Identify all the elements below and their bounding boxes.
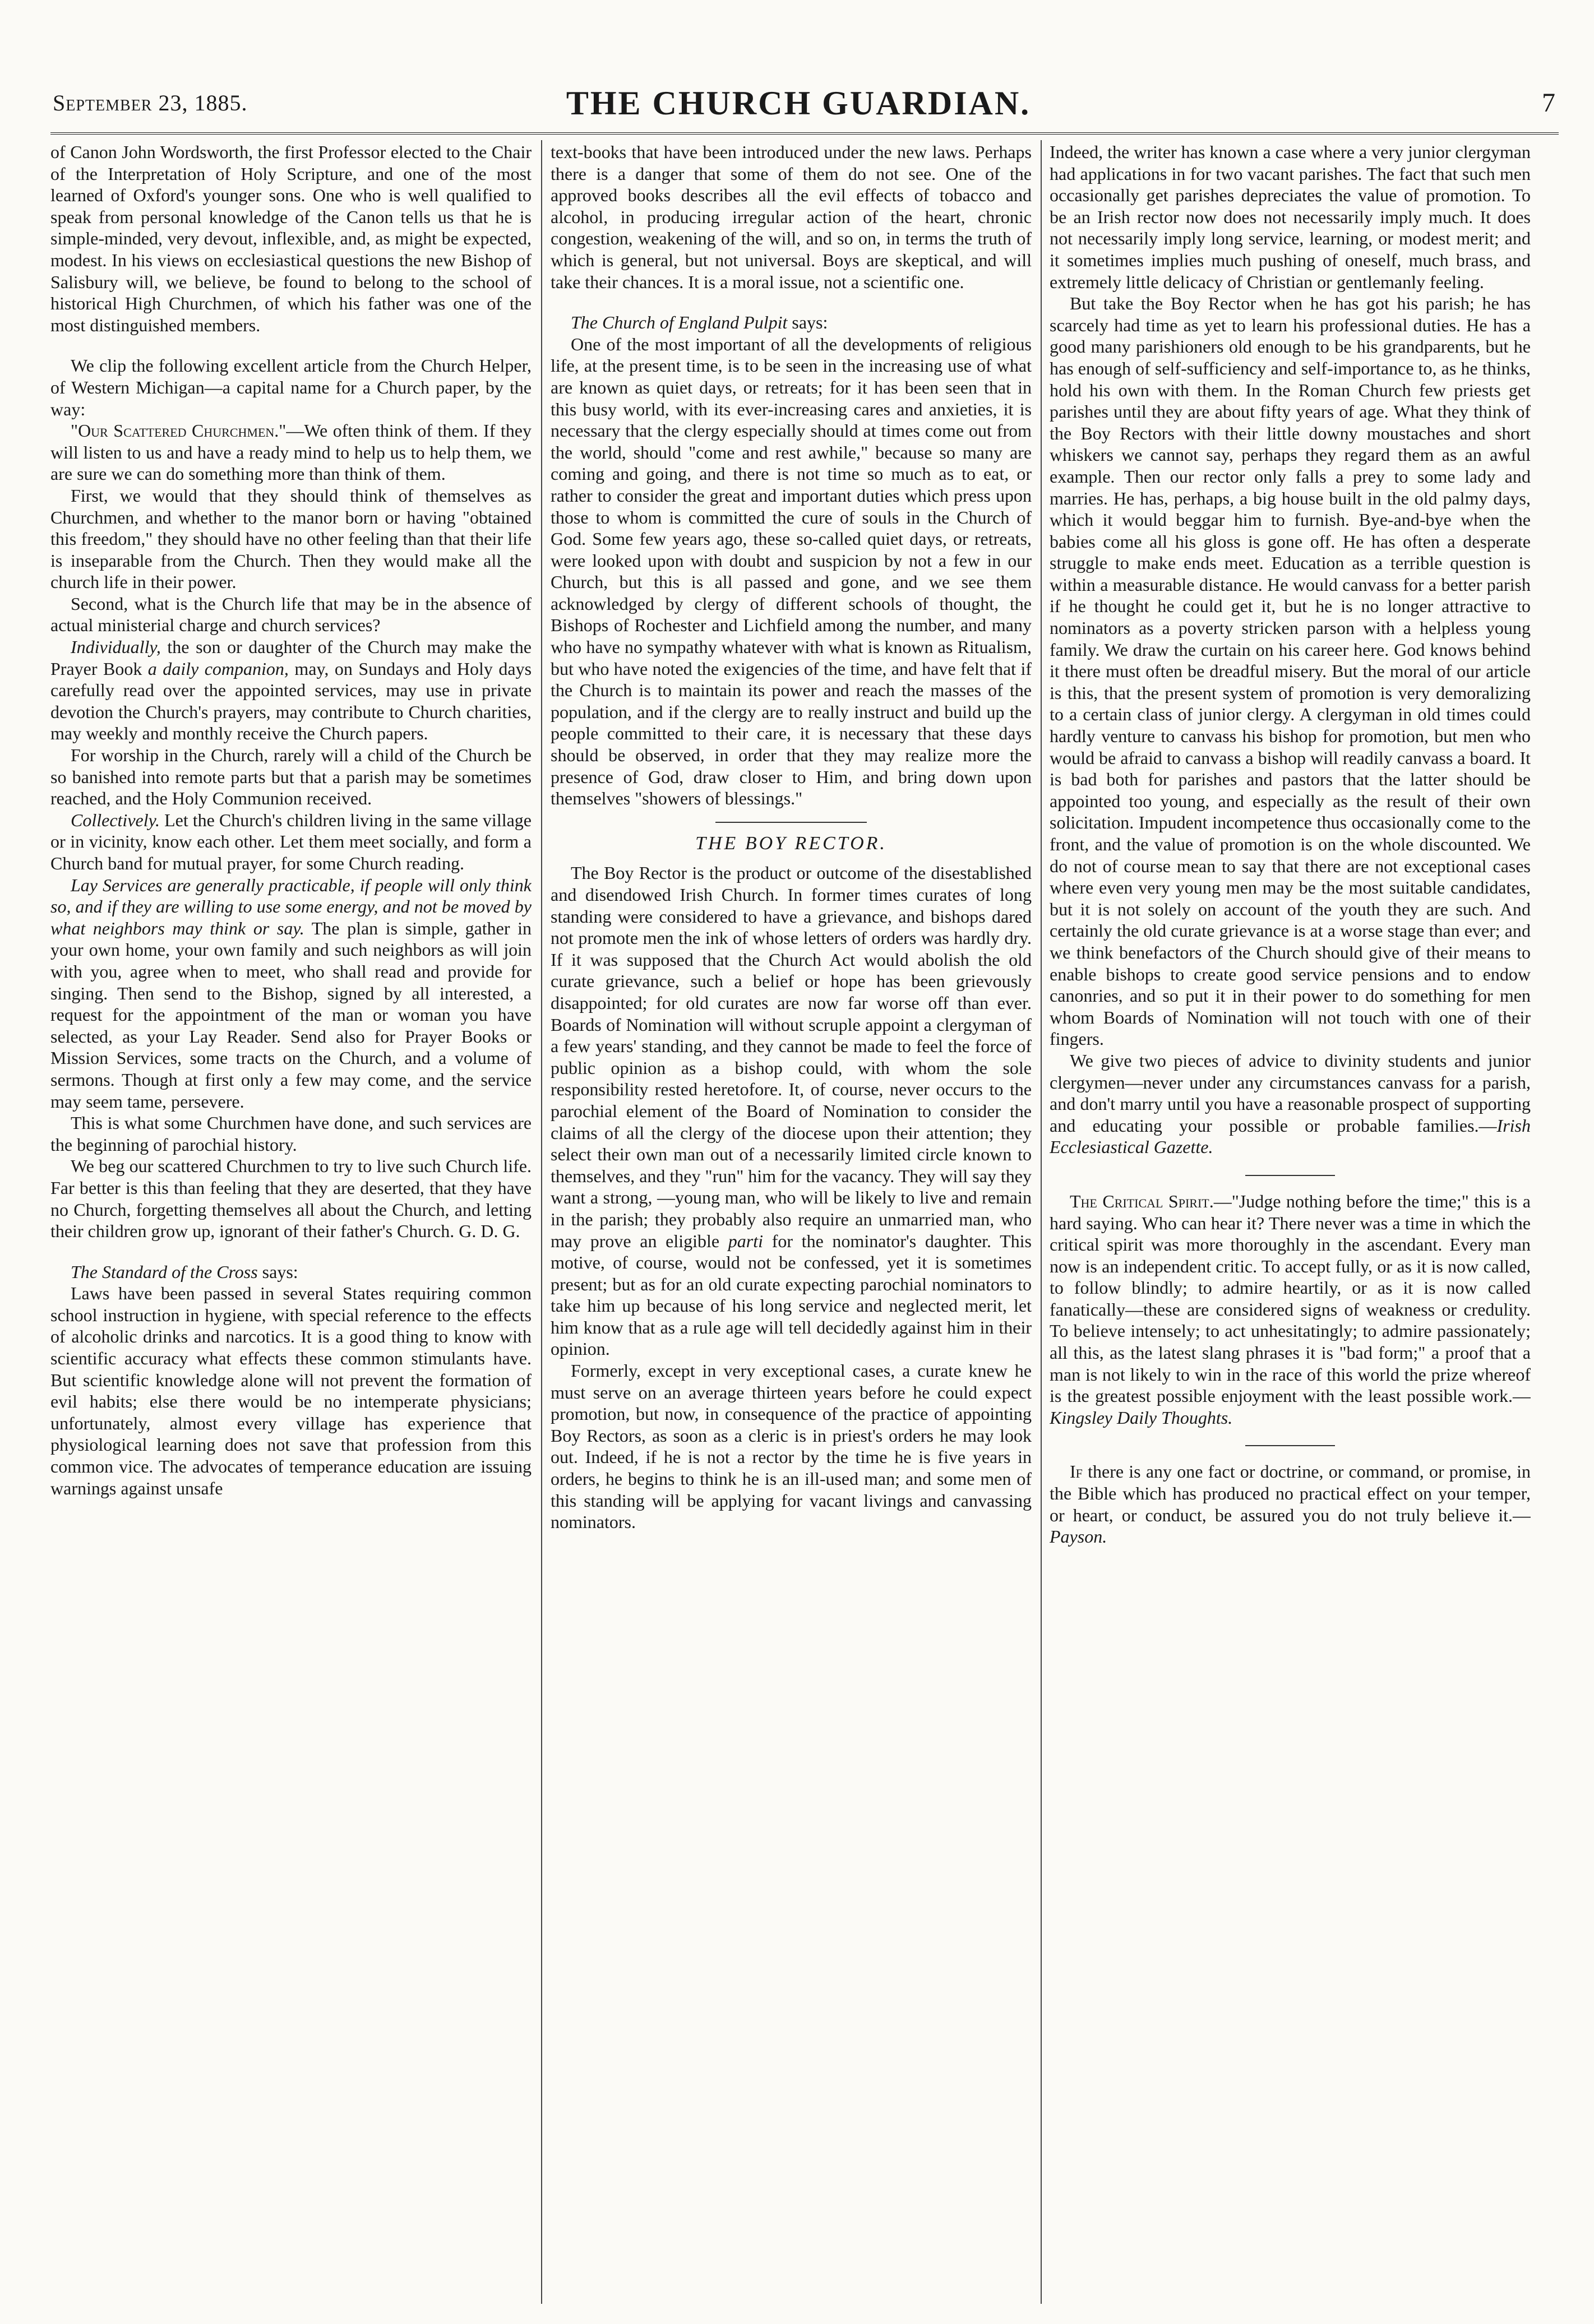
section-rule — [715, 822, 867, 823]
column-1 — [50, 141, 532, 2305]
first-paragraph: First, we would that they should think of themselves as Churchmen, and whether to the manor born or having "obtained this freedom," they should have no other feeling than that their life is inseparable from the Church. Then they would make all the church life in their power. — [50, 485, 532, 592]
signature: G. D. G. — [459, 1221, 520, 1242]
worship-paragraph: For worship in the Church, rarely will a child of the Church be so banished into remote parts but that a parish may be sometimes reached, and the Holy Communion received. — [50, 745, 532, 809]
payson-text: there is any one fact or doctrine, or command, or promise, in the Bible which has produced no practical effect on your temper, or heart, or conduct, be assured you do not truly believe it.— — [1050, 1461, 1531, 1525]
column-divider-1 — [541, 140, 542, 2304]
individually-text: the son or daughter of the Church may make the Prayer Book — [50, 637, 532, 679]
payson-initial: If — [1070, 1461, 1083, 1482]
second-paragraph: Second, what is the Church life that may be in the absence of actual ministerial charge and church services? — [50, 593, 532, 636]
kingsley-source: Kingsley Daily Thoughts. — [1050, 1407, 1233, 1428]
column-divider-2 — [1041, 140, 1042, 2304]
payson-source: Payson. — [1050, 1526, 1107, 1547]
critical-spirit-heading: The Critical Spirit. — [1070, 1191, 1214, 1211]
church-helper-intro — [50, 355, 532, 420]
advice-paragraph — [1050, 1050, 1531, 1158]
wordsworth-paragraph: of Canon John Wordsworth, the first Professor elected to the Chair of the Interpretation of Holy Scripture, and one of the most learned of Oxford's younger sons. One who is well qualified to speak from personal knowledge of the Canon tells us that he is simple-minded, very devout, inflexible, and, as might be expected, modest. In his views on ecclesiastical questions the new Bishop of Salisbury will, we believe, be found to belong to the school of historical High Churchmen, of which his father was one of the most distinguished members. — [50, 142, 532, 335]
pulpit-intro — [551, 312, 1032, 334]
header-rule — [50, 132, 1559, 135]
textbooks-paragraph: text-books that have been introduced under the new laws. Perhaps there is a danger that some of them do not see. One of the approved books describes all the evil effects of tobacco and alcohol, in producing irregular action of the heart, chronic congestion, weakening of the will, and so on, in terms the truth of which is general, but not universal. Boys are skeptical, and will take their chances. It is a moral issue, not a scientific one. — [551, 142, 1032, 292]
parti-word: parti — [728, 1230, 764, 1251]
page-header — [30, 84, 1567, 131]
collectively-paragraph — [50, 809, 532, 874]
critical-spirit-text: —"Judge nothing before the time;" this is a hard saying. Who can hear it? There never was a time in which the critical spirit was more thoroughly in the ascendant. Every man now is an independent critic. To accept fully, or as it is now called, to follow blindly; to admire heartily, or as it is now called fanatically—these are considered signs of weakness or credulity. To believe intensely; to act unhesitatingly; to admire passionately; all this, as the latest slang phrases it is "bad form;" a proof that a man is not likely to win in the race of this world the prize whereof is the greatest possible enjoyment with the least possible work.— — [1050, 1191, 1531, 1406]
scattered-beg-paragraph — [50, 1155, 532, 1242]
standard-cross-intro — [50, 1261, 532, 1283]
collectively-heading: Collectively. — [71, 809, 160, 830]
boy-rector-paragraph-3: Indeed, the writer has known a case where a very junior clergyman had applications in for two vacant parishes. The fact that such men occasionally get parishes depreciates the value of promotion. To be an Irish rector now does not necessarily imply much. It does not necessarily imply long service, learning, or modest merit; and it sometimes implies much pushing of oneself, much brass, and extremely little delicacy of Christian or gentlemanly feeling. — [1050, 142, 1531, 292]
standard-cross-title: The Standard of the Cross — [71, 1261, 258, 1282]
section-rule-3 — [1245, 1445, 1335, 1446]
payson-paragraph — [1050, 1461, 1531, 1547]
lay-services-italic: Lay Services are generally practicable, if people will only think so, and if they are willing to use some energy, and not be moved by what neighbors may think or say. — [50, 874, 532, 938]
church-helper-intro-text: We clip the following excellent article from the Church Helper, of Western Michigan—a capital name for a Church paper, by the way: — [50, 355, 532, 419]
column-3 — [1050, 141, 1531, 2305]
page-number: 7 — [1542, 88, 1555, 118]
scattered-churchmen-text: —We often think of them. If they will listen to us and have a ready mind to help us to help them, we are sure we can do something more than think of them. — [50, 420, 532, 484]
collectively-text: Let the Church's children living in the same village or in vicinity, know each other. Let them meet socially, and form a Church band for mutual prayer, for some Church reading. — [50, 809, 532, 873]
issue-date: September 23, 1885. — [53, 90, 248, 115]
lay-services-paragraph — [50, 874, 532, 1113]
standard-cross-says: says: — [257, 1261, 298, 1282]
pulpit-title: The Church of England Pulpit — [571, 312, 788, 333]
individually-rest: may, on Sundays and Holy days carefully read over the appointed services, may use in private devotion the Church's prayers, may contribute to Church charities, may weekly and monthly receive the Church papers. — [50, 658, 532, 744]
boy-rector-paragraph-1 — [551, 862, 1032, 1360]
critical-spirit-paragraph — [1050, 1191, 1531, 1429]
individually-paragraph — [50, 636, 532, 744]
individually-heading: Individually, — [71, 637, 161, 658]
boy-rector-paragraph-2: Formerly, except in very exceptional cases, a curate knew he must serve on an average thirteen years before he could expect promotion, but now, in consequence of the practice of appointing Boy Rectors, as soon as a cleric is in priest's orders he may look out. Indeed, if he is not a rector by the time he is five years in orders, he begins to think he is an ill-used man; and some men of this standing will be applying for vacant livings and canvassing nominators. — [551, 1360, 1032, 1533]
gazette-source: Irish Ecclesiastical Gazette. — [1050, 1115, 1531, 1158]
quiet-days-paragraph: One of the most important of all the developments of religious life, at the present time, is to be seen in the increasing use of what are known as quiet days, or retreats; for it has been seen that in this busy world, with its ever-increasing cares and anxieties, it is necessary that the clergy especially should at times come out from the world, should "come and rest awhile," because so many are coming and going, and there is not time so much as to eat, or rather to consider the great and important duties which press upon those to whom is committed the cure of souls in the Church of God. Some few years ago, these so-called quiet days, or retreats, were looked upon with doubt and suspicion by not a few in our Church, but this is all passed and gone, and we see them acknowledged by clergy of different schools of thought, the Bishops of Rochester and Lichfield among the number, and many who have no sympathy whatever with what is known as Ritualism, but who have noted the exigencies of the time, and have felt that if the Church is to maintain its power and reach the masses of the population, and if the clergy are to really instruct and build up the people committed to their care, it is necessary that these days should be observed, in order that they may realize more the presence of God, draw closer to Him, and bring down upon themselves "showers of blessings." — [551, 334, 1032, 809]
scattered-beg-text: We beg our scattered Churchmen to try to live such Church life. Far better is this than feeling that they are deserted, that they have no Church, forgetting themselves all about the Church, and letting their children grow up, ignorant of their father's Church. — [50, 1156, 532, 1242]
daily-companion-text: a daily companion, — [147, 658, 289, 679]
pulpit-says: says: — [787, 312, 828, 333]
newspaper-title: THE CHURCH GUARDIAN. — [566, 85, 1031, 122]
boy-rector-heading: THE BOY RECTOR. — [695, 832, 887, 854]
boy-rector-paragraph-4: But take the Boy Rector when he has got his parish; he has scarcely had time as yet to learn his professional duties. He has a good many parishioners old enough to be his grandparents, but he has enough of self-sufficiency and self-importance to, as he thinks, hold his own with them. In the Roman Church few priests get parishes until they are about fifty years of age. What they think of the Boy Rectors with their little downy moustaches and short whiskers we cannot say, perhaps they regard them as an awful example. Then our rector only falls a prey to some lady and marries. He has, perhaps, a big house built in the old palmy days, which it would beggar him to furnish. Bye-and-bye when the babies come all his gloss is gone off. He has often a desperate struggle to make ends meet. Education as a terrible question is within a measurable distance. He would canvass for a better parish if he thought he could get it, but he is no longer attractive to nominators as a poverty stricken parson with a helpless young family. We draw the curtain on his career here. God knows behind it there must often be dreadful misery. But the moral of our article is this, that the present system of promotion is very demoralizing to a certain class of junior clergy. A clergyman in old times could hardly venture to canvass his bishop for promotion, but men who would be afraid to canvass a bishop will readily canvass a board. It is bad both for parishes and pastors that the latter should be appointed too young, and especially as the result of their own solicitation. Impudent incompetence thus occasionally come to the front, and the value of promotion is on the whole discounted. We do not of course mean to say that there are not exceptional cases where even very young men may be the most suitable candidates, but it is not solely on account of the youth they are such. And certainly the old curate grievance is at a worse stage than ever; and we think benefactors of the Church should give of their means to enable bishops to create good service pensions and to endow canonries, and so put it in their power to do something for men whom Boards of Nomination will not touch with one of their fingers. — [1050, 293, 1531, 1049]
advice-text: We give two pieces of advice to divinity students and junior clergymen—never under any circumstances canvass for a parish, and don't marry until you have a reasonable prospect of supporting and educating your possible or probable families.— — [1050, 1050, 1531, 1136]
lay-services-text: The plan is simple, gather in your own home, your own family and such neighbors as will join with you, agree when to meet, who shall read and provide for singing. Then send to the Bishop, signed by all interested, a request for the appointment of the man or woman you have selected, as your Lay Reader. Send also for Prayer Books or Mission Services, some tracts on the Church, and a volume of sermons. Though at first only a few may come, and the service may seem tame, persevere. — [50, 918, 532, 1112]
boy-rector-text-1b: for the nominator's daughter. This motive, of course, would not be confessed, yet it is sometimes present; but as for an old curate expecting parochial nominators to take him up because of his long service and neglected merit, let him know that as a rule age will tell decidedly against him in their opinion. — [551, 1230, 1032, 1359]
scattered-churchmen-paragraph — [50, 420, 532, 485]
column-2 — [551, 141, 1032, 2305]
boy-rector-text-1: The Boy Rector is the product or outcome of the disestablished and disendowed Irish Church. In former times curates of long standing were considered to have a grievance, and bishops dared not promote men the ink of whose letters of orders was hardly dry. If it was supposed that the Church Act would abolish the old curate grievance, such a belief or hope has been grievously disappointed; for old curates are now far worse off than ever. Boards of Nomination will without scruple appoint a clergyman of a few years' standing, and they cannot be made to feel the force of public opinion as a bishop could, with whom the sole responsibility rested heretofore. It, of course, never occurs to the parochial element of the Board of Nomination to consider the claims of all the clergy of the diocese upon their attention; they select their own man out of a necessarily limited circle known to themselves, and they "run" him for the vacancy. They will say they want a strong, —young man, who will be likely to live and remain in the parish; they probably also require an unmarried man, who may prove an eligible — [551, 863, 1032, 1251]
scattered-churchmen-heading: "Our Scattered Churchmen." — [71, 420, 287, 441]
hygiene-paragraph: Laws have been passed in several States requiring common school instruction in hygiene, with special reference to the effects of alcoholic drinks and narcotics. It is a good thing to know with scientific accuracy what effects these common stimulants have. But scientific knowledge alone will not prevent the formation of evil habits; else there would be no intemperate physicians; unfortunately, almost every village has experience that physiological learning does not save that profession from this common vice. The advocates of temperance education are issuing warnings against unsafe — [50, 1283, 532, 1498]
section-rule-2 — [1245, 1175, 1335, 1176]
parochial-history-paragraph: This is what some Churchmen have done, and such services are the beginning of parochial history. — [50, 1113, 532, 1155]
